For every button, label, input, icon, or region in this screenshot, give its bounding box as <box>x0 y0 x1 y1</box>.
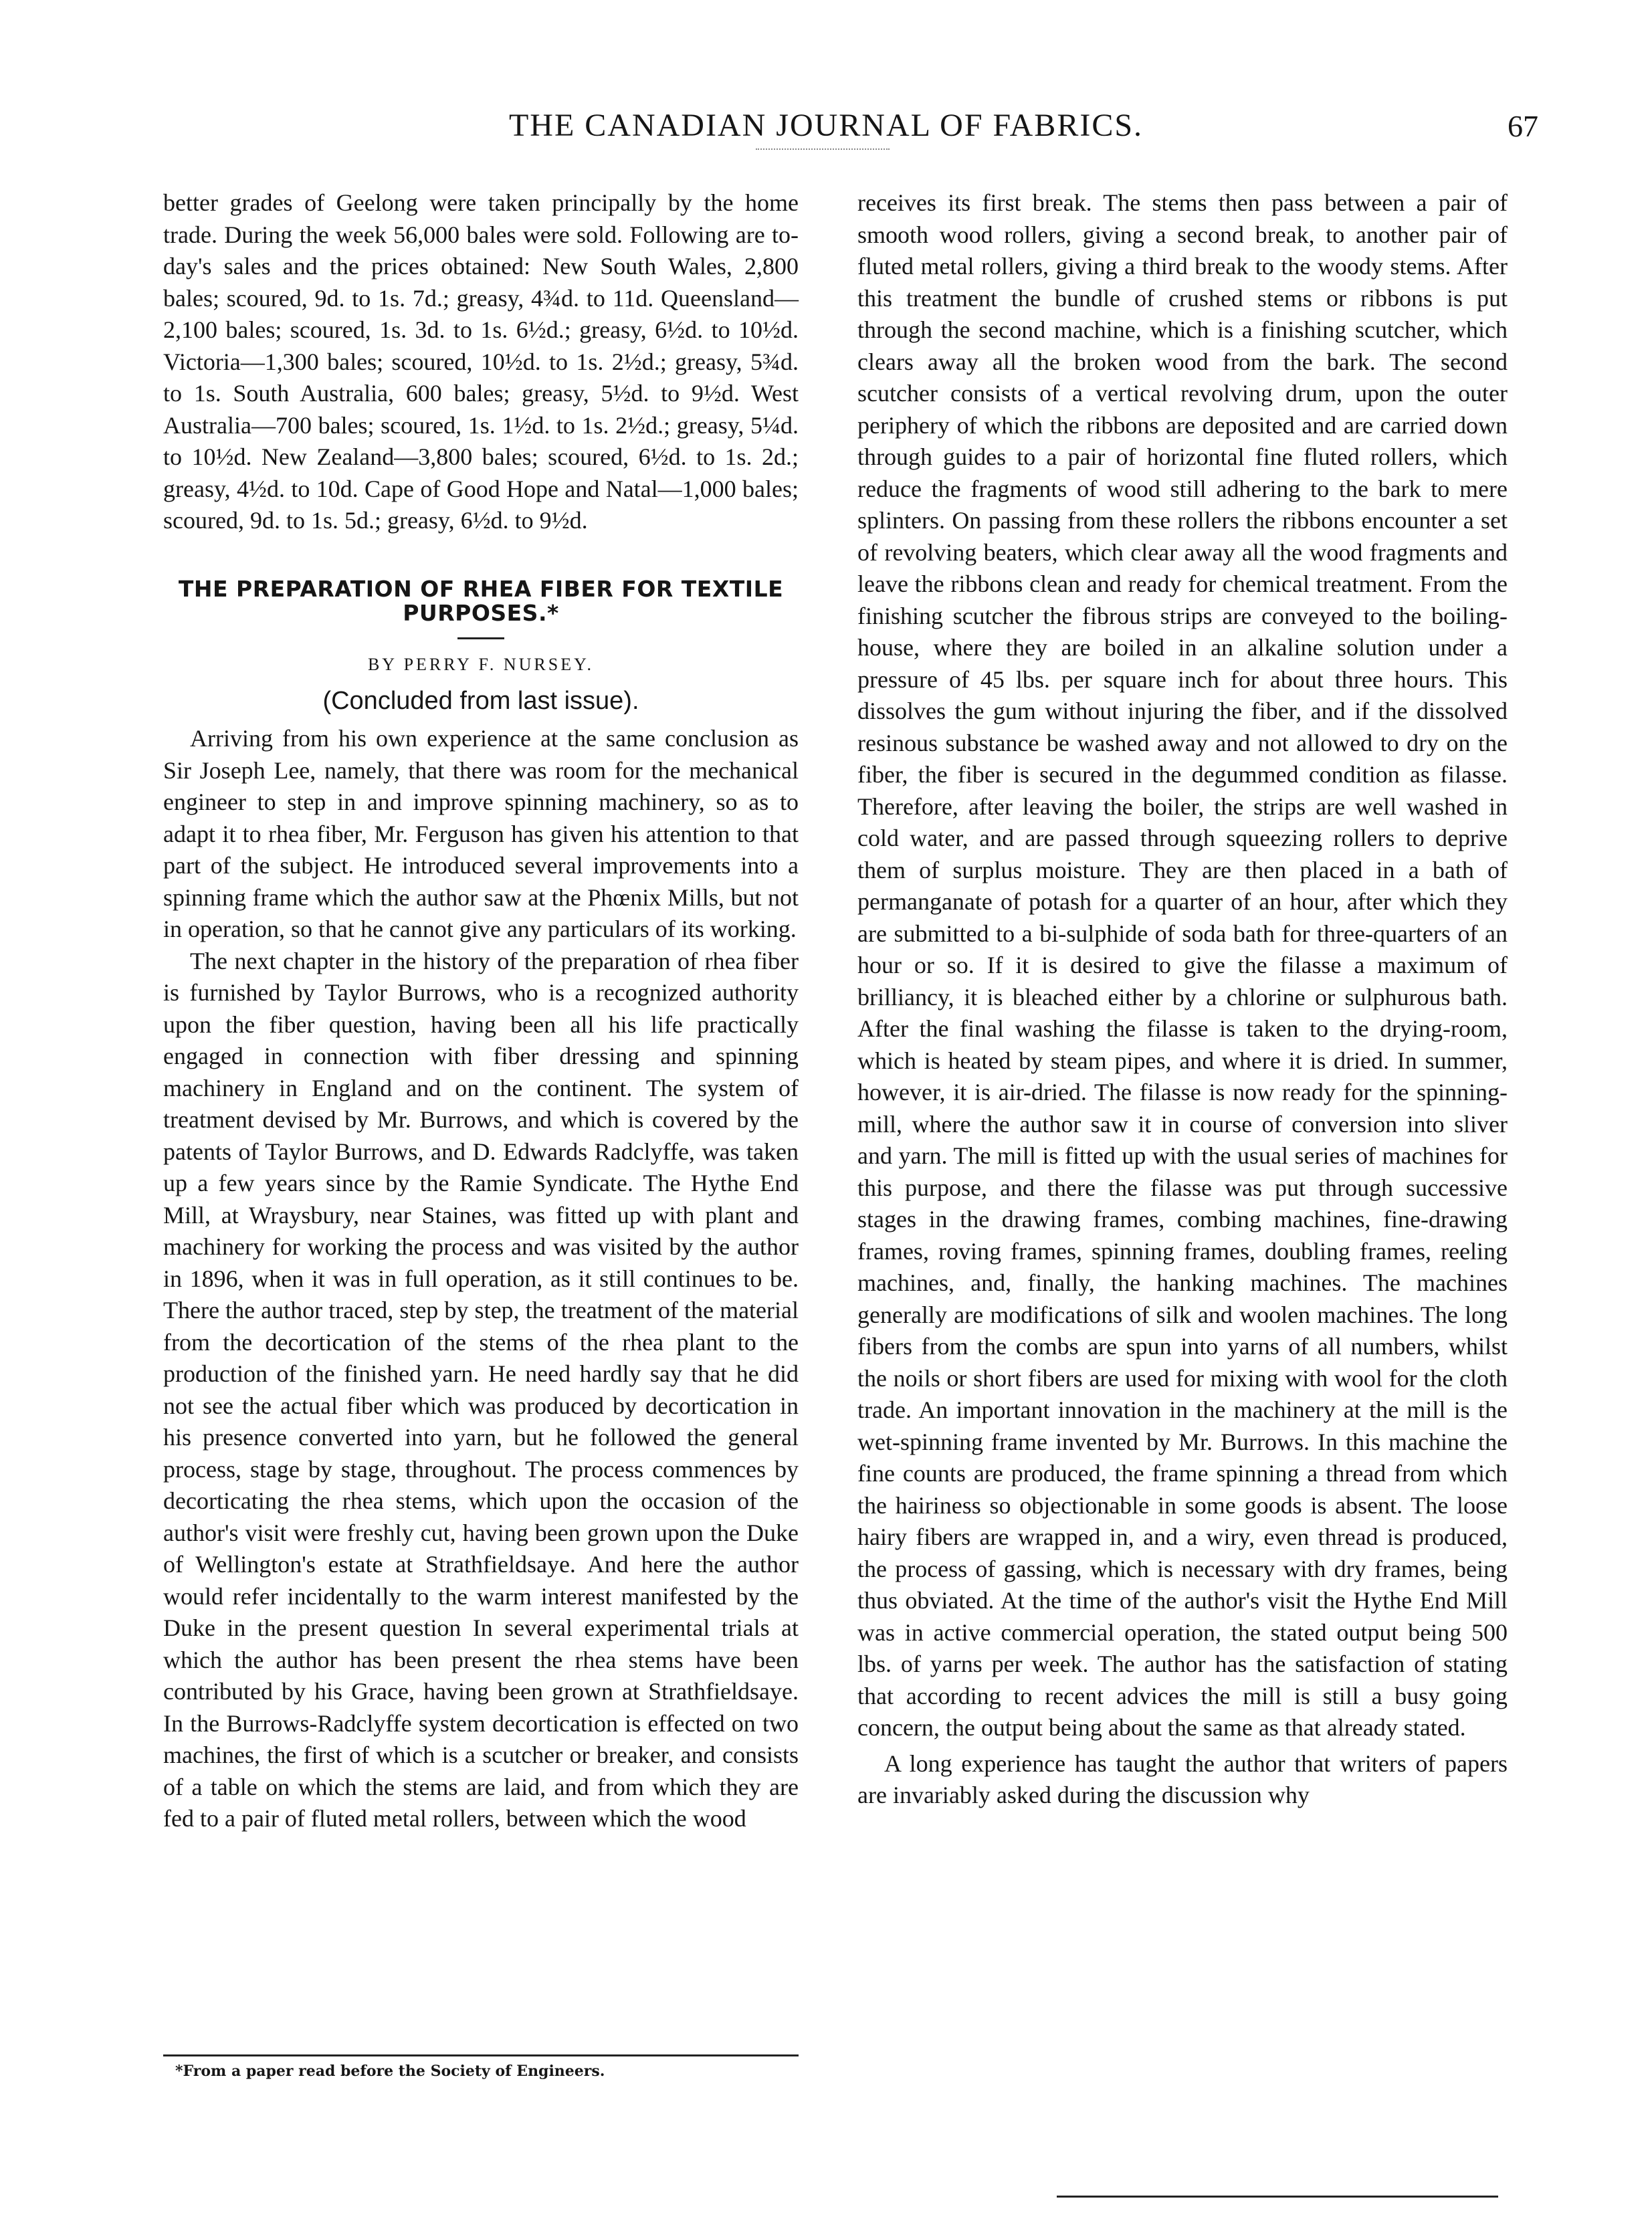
left-column <box>163 187 799 1835</box>
body-paragraph: The next chapter in the history of the preparation of rhea fiber is furnished by Taylor Burrows, who is a recognized authority upon the fiber question, having been all his life practically engaged in connection with fiber dressing and spinning machinery in England and on the continent. The system of treatment devised by Mr. Burrows, and which is covered by the patents of Taylor Burrows, and D. Edwards Radclyffe, was taken up a few years since by the Ramie Syndicate. The Hythe End Mill, at Wraysbury, near Staines, was fitted up with plant and machinery for working the process and was visited by the author in 1896, when it was in full operation, as it still continues to be. There the author traced, step by step, the treatment of the material from the decortication of the stems of the rhea plant to the production of the finished yarn. He need hardly say that he did not see the actual fiber which was produced by decortication in his presence converted into yarn, but he followed the general process, stage by stage, throughout. The process commences by decorticating the rhea stems, which upon the occasion of the author's visit were freshly cut, having been grown upon the Duke of Wellington's estate at Strathfieldsaye. And here the author would refer incidentally to the warm interest manifested by the Duke in the present question In several experimental trials at which the author has been present the rhea stems have been contributed by his Grace, having been grown at Strathfieldsaye. In the Burrows-Radclyffe system decortication is effected on two machines, the first of which is a scutcher or breaker, and consists of a table on which the stems are laid, and from which they are fed to a pair of fluted metal rollers, between which the wood <box>163 947 799 1832</box>
journal-title: THE CANADIAN JOURNAL OF FABRICS. <box>508 108 1144 143</box>
byline: BY PERRY F. NURSEY. <box>367 654 595 674</box>
article-title: THE PREPARATION OF RHEA FIBER FOR TEXTILE PURPOSES.* <box>178 575 784 626</box>
title-rule <box>457 637 504 639</box>
footnote-rule <box>163 2054 799 2056</box>
body-paragraph: Arriving from his own experience at the same conclusion as Sir Joseph Lee, namely, that there was room for the mechanical engineer to step in and improve spinning machinery, so as to adapt it to rhea fiber, Mr. Ferguson has given his attention to that part of the subject. He introduced several improvements into a spinning frame which the author saw at the Phœnix Mills, but not in operation, so that he cannot give any particulars of its working. <box>163 725 799 942</box>
header-ornament <box>756 148 890 155</box>
footnote: *From a paper read before the Society of Engineers. <box>175 2062 605 2080</box>
body-paragraph: A long experience has taught the author that writers of papers are invariably asked during the discussion why <box>857 1750 1508 1808</box>
running-header <box>0 107 1652 154</box>
right-column <box>857 187 1508 1812</box>
body-paragraph: receives its first break. The stems then pass between a pair of smooth wood rollers, giving a second break, to another pair of fluted metal rollers, giving a third break to the woody stems. After this treatment the bundle of crushed stems or ribbons is put through the second machine, which is a finishing scutcher, which clears away all the broken wood from the bark. The second scutcher consists of a vertical revolving drum, upon the outer periphery of which the ribbons are deposited and are carried down through guides to a pair of horizontal fine fluted rollers, which reduce the fragments of wood still adhering to the bark to mere splinters. On passing from these rollers the ribbons encounter a set of revolving beaters, which clear away all the wood fragments and leave the ribbons clean and ready for chemical treatment. From the finishing scutcher the fibrous strips are conveyed to the boiling-house, where they are boiled in an alkaline solution under a pressure of 45 lbs. per square inch for about three hours. This dissolves the gum without injuring the fiber, and if the dissolved resinous substance be washed away and not allowed to dry on the fiber, the fiber is secured in the degummed condition as filasse. Therefore, after leaving the boiler, the strips are well washed in cold water, and are passed through squeezing rollers to deprive them of surplus moisture. They are then placed in a bath of permanganate of potash for a quarter of an hour, after which they are submitted to a bi-sulphide of soda bath for three-quarters of an hour or so. If it is desired to give the filasse a maximum of brilliancy, it is bleached either by a chlorine or sulphurous bath. After the final washing the filasse is taken to the drying-room, which is heated by steam pipes, and where it is dried. In summer, however, it is air-dried. The filasse is now ready for the spinning-mill, where the author saw it in course of conversion into sliver and yarn. The mill is fitted up with the usual series of machines for this purpose, and there the filasse was put through successive stages in the drawing frames, combing machines, fine-drawing frames, roving frames, spinning frames, doubling frames, reeling machines, and, finally, the hanking machines. The machines generally are modifications of silk and woolen machines. The long fibers from the combs are spun into yarns of all numbers, whilst the noils or short fibers are used for mixing with wool for the cloth trade. An important innovation in the machinery at the mill is the wet-spinning frame invented by Mr. Burrows. In this machine the fine counts are produced, the frame spinning a thread from which the hairiness so objectionable in some goods is absent. The loose hairy fibers are wrapped in, and a wiry, even thread is produced, the process of gassing, which is necessary with dry frames, being thus obviated. At the time of the author's visit the Hythe End Mill was in active commercial operation, the stated output being 500 lbs. of yarns per week. The author has the satisfaction of stating that according to recent advices the mill is still a busy going concern, the output being about the same as that already stated. <box>857 189 1508 1741</box>
page-number: 67 <box>1508 109 1538 143</box>
wool-sales-report: better grades of Geelong were taken principally by the home trade. During the week 56,000 bales were sold. Following are to-day's sales and the prices obtained: New South Wales, 2,800 bales; scoured, 9d. to 1s. 7d.; greasy, 4¾d. to 11d. Queensland—2,100 bales; scoured, 1s. 3d. to 1s. 6½d.; greasy, 6½d. to 10½d. Victoria—1,300 bales; scoured, 10½d. to 1s. 2½d.; greasy, 5¾d. to 1s. South Australia, 600 bales; greasy, 5½d. to 9½d. West Australia—700 bales; scoured, 1s. 1½d. to 1s. 2½d.; greasy, 5¼d. to 10½d. New Zealand—3,800 bales; scoured, 6½d. to 1s. 2d.; greasy, 4½d. to 10d. Cape of Good Hope and Natal—1,000 bales; scoured, 9d. to 1s. 5d.; greasy, 6½d. to 9½d. <box>163 189 799 534</box>
continuation-note: (Concluded from last issue). <box>322 687 639 715</box>
bottom-rule <box>1057 2196 1498 2198</box>
